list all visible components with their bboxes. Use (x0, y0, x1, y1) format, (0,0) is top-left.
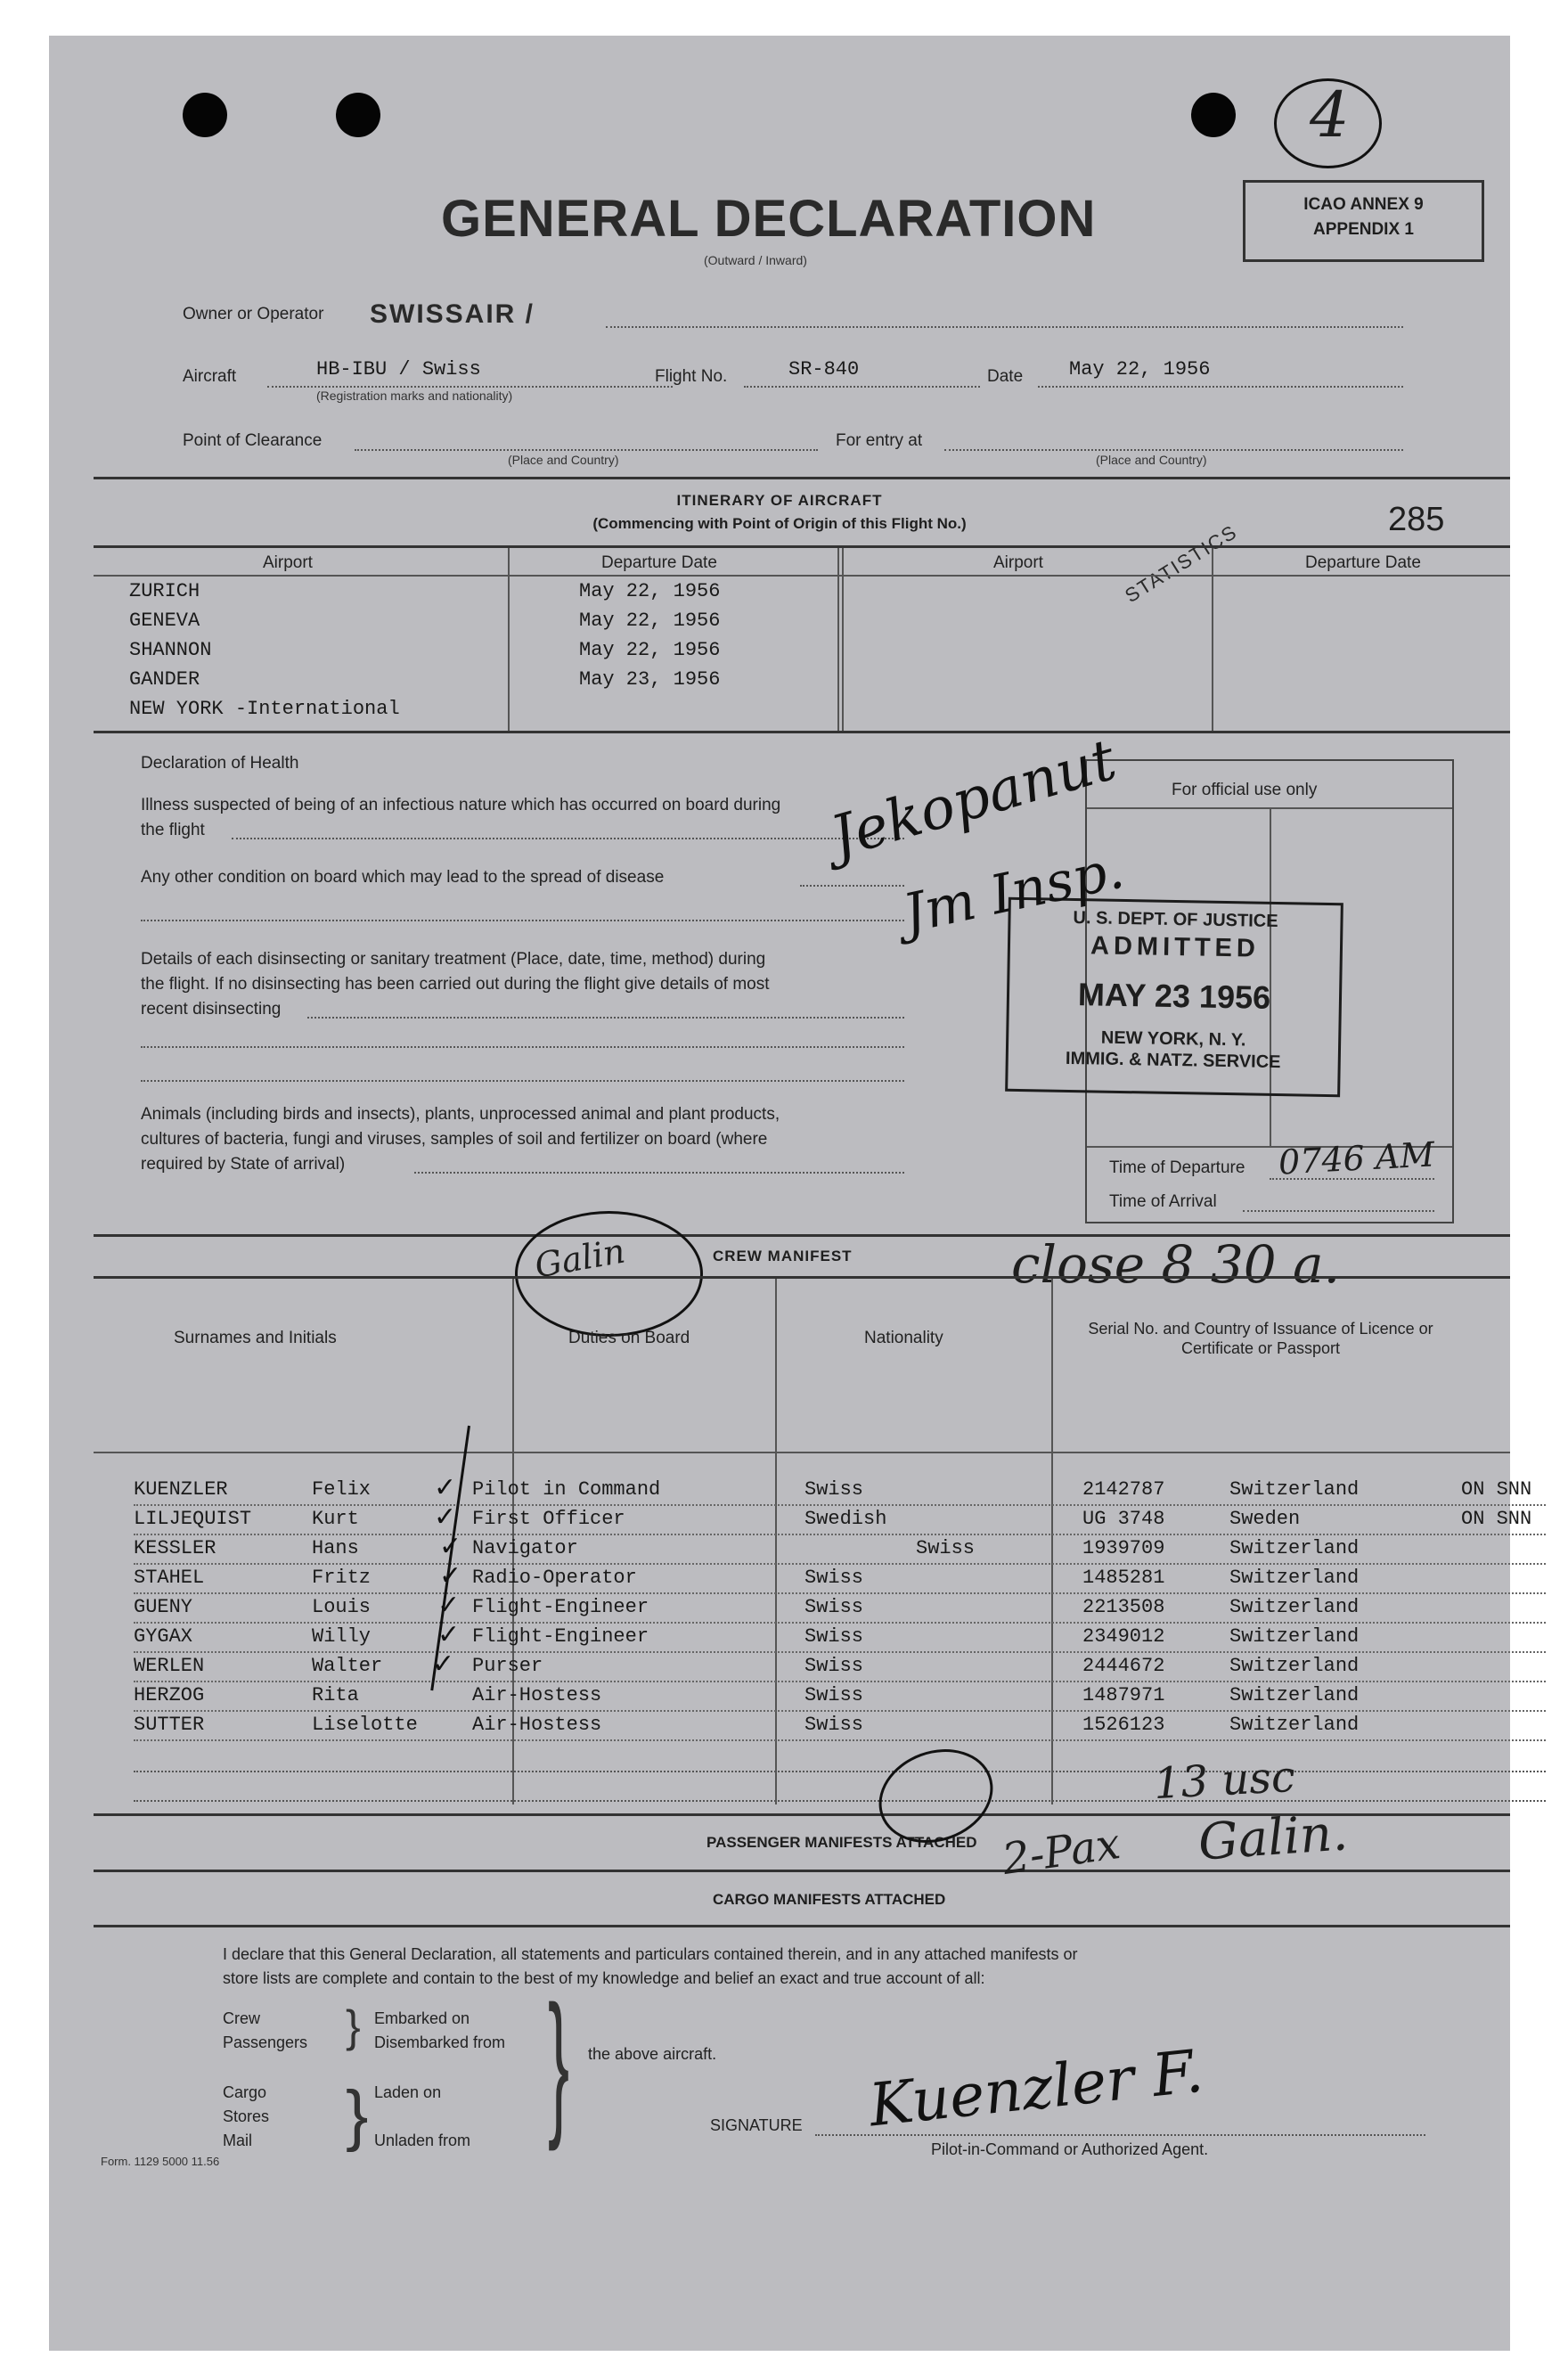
check-mark: ✓ (439, 1560, 462, 1592)
crew-cell: KUENZLER (134, 1478, 228, 1501)
health-disinsect-3: recent disinsecting (141, 1000, 282, 1019)
crew-cell: Air-Hostess (472, 1714, 602, 1736)
crew-circled-note: Galin (531, 1231, 628, 1286)
crew-title: CREW MANIFEST (713, 1248, 853, 1264)
form-title: GENERAL DECLARATION (441, 190, 1097, 248)
crew-header-surname: Surnames and Initials (174, 1329, 337, 1347)
departure-time-handwritten: 0746 AM (1277, 1134, 1436, 1182)
itin-header-airport-2: Airport (993, 553, 1043, 572)
decl-above-aircraft: the above aircraft. (588, 2045, 717, 2063)
crew-cell: ON SNN (1461, 1508, 1532, 1530)
handwritten-pax: 2-Pax (999, 1819, 1123, 1885)
crew-cell: ON SNN (1461, 1478, 1532, 1501)
itin-airport: GENEVA (129, 610, 200, 632)
signature-value: Kuenzler F. (866, 2036, 1206, 2140)
crew-row (134, 1535, 1546, 1565)
signature-label: SIGNATURE (710, 2116, 803, 2134)
aircraft-value: HB-IBU / Swiss (316, 358, 481, 380)
crew-cell: STAHEL (134, 1567, 205, 1589)
crew-cell: Switzerland (1229, 1684, 1360, 1706)
inspector-initials: Jm Insp. (897, 838, 1130, 946)
crew-cell: Swiss (804, 1478, 864, 1501)
crew-cell: Swedish (804, 1508, 887, 1530)
crew-cell: Louis (312, 1596, 372, 1618)
crew-cell: Hans (312, 1537, 359, 1559)
decl-crew: Crew (223, 2009, 261, 2027)
health-illness-2: the flight (141, 821, 205, 839)
punch-hole (1191, 93, 1236, 137)
crew-row (134, 1682, 1546, 1712)
clearance-note: (Place and Country) (508, 453, 619, 467)
crew-cell: Swiss (804, 1684, 864, 1706)
owner-value: SWISSAIR / (370, 299, 535, 329)
crew-cell: Switzerland (1229, 1625, 1360, 1648)
signer-note: Pilot-in-Command or Authorized Agent. (931, 2140, 1209, 2158)
crew-cell: Switzerland (1229, 1537, 1360, 1559)
crew-cell: Swiss (804, 1625, 864, 1648)
crew-row (134, 1624, 1546, 1653)
health-disinsect-1: Details of each disinsecting or sanitary treatment (Place, date, time, method) during (141, 950, 766, 969)
cargo-manifest: CARGO MANIFESTS ATTACHED (713, 1891, 946, 1908)
official-use-title: For official use only (1172, 781, 1318, 799)
crew-cell: GYGAX (134, 1625, 193, 1648)
crew-cell: Purser (472, 1655, 543, 1677)
crew-cell: Navigator (472, 1537, 578, 1559)
health-animals-1: Animals (including birds and insects), plants, unprocessed animal and plant products, (141, 1105, 780, 1124)
itin-date: May 22, 1956 (579, 580, 721, 602)
crew-cell: Flight-Engineer (472, 1596, 649, 1618)
crew-cell: LILJEQUIST (134, 1508, 252, 1530)
crew-cell: Walter (312, 1655, 383, 1677)
crew-cell: 2213508 (1082, 1596, 1165, 1618)
crew-row (134, 1506, 1546, 1535)
crew-cell: Swiss (804, 1714, 864, 1736)
crew-cell: 1487971 (1082, 1684, 1165, 1706)
crew-cell: HERZOG (134, 1684, 205, 1706)
crew-cell: First Officer (472, 1508, 625, 1530)
crew-cell: Swiss (916, 1537, 976, 1559)
aircraft-label: Aircraft (183, 367, 237, 386)
clearance-label: Point of Clearance (183, 431, 323, 450)
crew-cell: 1485281 (1082, 1567, 1165, 1589)
check-mark: ✓ (434, 1472, 457, 1503)
itin-airport: SHANNON (129, 639, 212, 661)
close-note: close 8 30 a. (1011, 1234, 1341, 1295)
crew-cell: Radio-Operator (472, 1567, 637, 1589)
date-value: May 22, 1956 (1069, 358, 1211, 380)
form-number: Form. 1129 5000 11.56 (101, 2155, 220, 2168)
crew-cell: Willy (312, 1625, 372, 1648)
passenger-manifest: PASSENGER MANIFESTS ATTACHED (706, 1834, 977, 1851)
crew-cell: Fritz (312, 1567, 372, 1589)
crew-cell: Switzerland (1229, 1596, 1360, 1618)
itin-airport: NEW YORK -International (129, 698, 400, 720)
crew-header-duties: Duties on Board (568, 1329, 690, 1347)
decl-passengers: Passengers (223, 2033, 308, 2051)
decl-unladen: Unladen from (374, 2132, 471, 2149)
crew-cell: 2349012 (1082, 1625, 1165, 1648)
stamp-dept: U. S. DEPT. OF JUSTICE (1073, 908, 1278, 932)
declaration-form (49, 36, 1532, 2351)
crew-cell: Rita (312, 1684, 359, 1706)
decl-disembarked: Disembarked from (374, 2033, 506, 2051)
crew-cell: Swiss (804, 1567, 864, 1589)
decl-brace: } (346, 2001, 361, 2051)
crew-cell: UG 3748 (1082, 1508, 1165, 1530)
crew-cell: Swiss (804, 1596, 864, 1618)
itin-header-date: Departure Date (601, 553, 717, 572)
date-label: Date (987, 367, 1024, 386)
crew-cell: Swiss (804, 1655, 864, 1677)
flight-value: SR-840 (788, 358, 860, 380)
icao-annex-line: ICAO ANNEX 9 (1303, 195, 1424, 214)
icao-appendix-line: APPENDIX 1 (1313, 220, 1414, 239)
crew-cell: Air-Hostess (472, 1684, 602, 1706)
crew-cell: 1939709 (1082, 1537, 1165, 1559)
crew-row (134, 1653, 1546, 1682)
page-number-handwritten: 4 (1310, 78, 1350, 151)
declaration-text-2: store lists are complete and contain to the best of my knowledge and belief an exact and true account of all: (223, 1969, 985, 1987)
health-disinsect-2: the flight. If no disinsecting has been carried out during the flight give details of most (141, 975, 770, 994)
crew-cell: Switzerland (1229, 1714, 1360, 1736)
check-mark: ✓ (437, 1619, 461, 1650)
crew-cell: WERLEN (134, 1655, 205, 1677)
itin-date: May 22, 1956 (579, 610, 721, 632)
crew-cell: KESSLER (134, 1537, 216, 1559)
declaration-text-1: I declare that this General Declaration, all statements and particulars contained therein, and in any attached manifests or (223, 1945, 1078, 1963)
crew-cell: 1526123 (1082, 1714, 1165, 1736)
entry-note: (Place and Country) (1096, 453, 1207, 467)
itinerary-table (94, 548, 1510, 733)
crew-cell: Liselotte (312, 1714, 418, 1736)
itin-date: May 22, 1956 (579, 639, 721, 661)
check-mark: ✓ (437, 1590, 461, 1621)
decl-mail: Mail (223, 2132, 253, 2149)
crew-cell: Switzerland (1229, 1478, 1360, 1501)
stamp-date: MAY 23 1956 (1077, 976, 1271, 1016)
crew-cell: SUTTER (134, 1714, 205, 1736)
crew-cell: 2142787 (1082, 1478, 1165, 1501)
crew-row (134, 1477, 1546, 1506)
owner-label: Owner or Operator (183, 305, 324, 323)
crew-cell: Switzerland (1229, 1655, 1360, 1677)
decl-laden: Laden on (374, 2083, 442, 2101)
crew-cell: Kurt (312, 1508, 359, 1530)
check-mark: ✓ (434, 1502, 457, 1533)
stamp-admitted: ADMITTED (1090, 931, 1261, 963)
crew-row (134, 1594, 1546, 1624)
icao-annex-box (1243, 180, 1484, 262)
crew-cell: Sweden (1229, 1508, 1301, 1530)
punch-hole (183, 93, 227, 137)
itin-airport: GANDER (129, 668, 200, 691)
itin-date: May 23, 1956 (579, 668, 721, 691)
check-mark: ✓ (439, 1531, 462, 1562)
crew-header-serial: Serial No. and Country of Issuance of Licence or Certificate or Passport (1088, 1320, 1433, 1357)
health-animals-3: required by State of arrival) (141, 1155, 346, 1174)
flight-label: Flight No. (655, 367, 728, 386)
statistics-stamp: STATISTICS (1121, 520, 1242, 608)
decl-big-brace: } (548, 1973, 570, 2152)
health-other-condition: Any other condition on board which may lead to the spread of disease (141, 868, 665, 887)
decl-stores: Stores (223, 2107, 270, 2125)
itin-header-airport: Airport (263, 553, 313, 572)
itin-header-date-2: Departure Date (1305, 553, 1421, 572)
punch-hole (336, 93, 380, 137)
check-mark: ✓ (432, 1649, 455, 1680)
crew-row (134, 1712, 1546, 1741)
crew-cell: GUENY (134, 1596, 193, 1618)
decl-brace: } (346, 2077, 369, 2153)
crew-cell: Felix (312, 1478, 372, 1501)
itinerary-subtitle: (Commencing with Point of Origin of this Flight No.) (592, 515, 967, 532)
handwritten-galin: Galin. (1196, 1804, 1350, 1872)
stamp-service: IMMIG. & NATZ. SERVICE (1065, 1048, 1281, 1073)
itin-airport: ZURICH (129, 580, 200, 602)
inspector-signature: Jekopanut (823, 726, 1123, 871)
health-title: Declaration of Health (141, 754, 299, 773)
departure-label: Time of Departure (1109, 1158, 1245, 1177)
crew-cell: 2444672 (1082, 1655, 1165, 1677)
decl-embarked: Embarked on (374, 2009, 470, 2027)
aircraft-note: (Registration marks and nationality) (316, 389, 513, 403)
arrival-label: Time of Arrival (1109, 1192, 1217, 1211)
crew-cell: Flight-Engineer (472, 1625, 649, 1648)
stamp-city: NEW YORK, N. Y. (1100, 1027, 1246, 1051)
entry-label: For entry at (836, 431, 923, 450)
crew-row (134, 1565, 1546, 1594)
handwritten-13-usc: 13 usc (1152, 1751, 1297, 1810)
crew-cell: Pilot in Command (472, 1478, 661, 1501)
crew-cell: Switzerland (1229, 1567, 1360, 1589)
health-illness-1: Illness suspected of being of an infectious nature which has occurred on board during (141, 796, 781, 814)
serial-number: 285 (1388, 501, 1445, 538)
crew-header-nationality: Nationality (864, 1329, 943, 1347)
admitted-stamp (1005, 897, 1343, 1098)
itinerary-title: ITINERARY OF AIRCRAFT (676, 492, 883, 509)
decl-cargo: Cargo (223, 2083, 267, 2101)
health-animals-2: cultures of bacteria, fungi and viruses, samples of soil and fertilizer on board (where (141, 1130, 768, 1149)
form-subtitle: (Outward / Inward) (704, 253, 807, 267)
